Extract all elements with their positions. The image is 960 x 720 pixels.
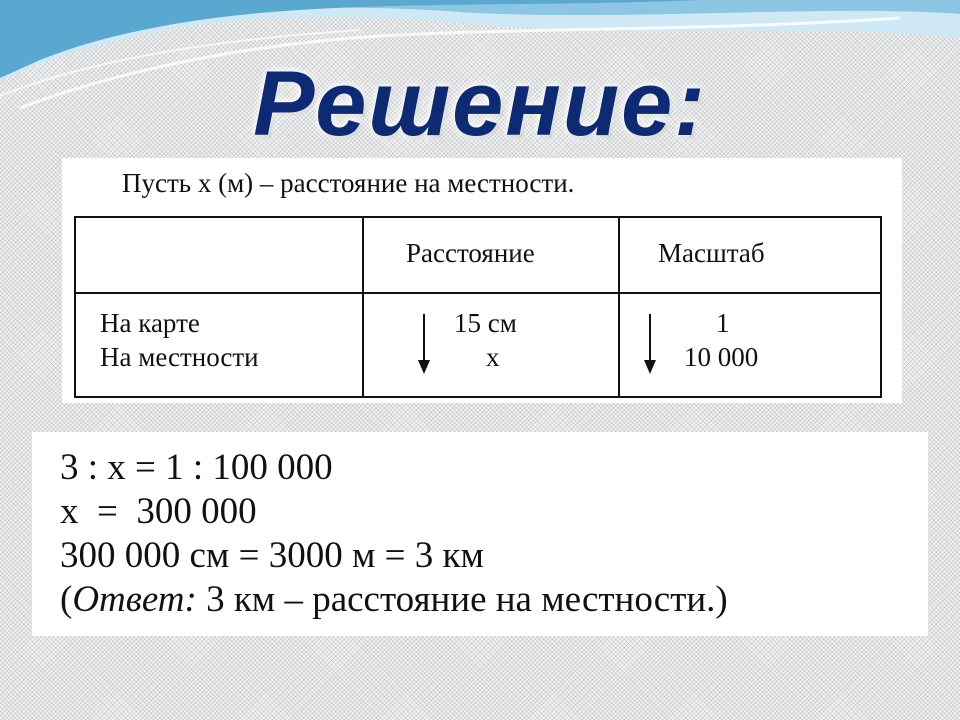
scale-terrain: 10 000 [684, 342, 759, 372]
distance-terrain: х [486, 342, 500, 372]
header-distance: Расстояние [406, 238, 535, 268]
answer-label: Ответ: [72, 579, 197, 620]
equation-line: 300 000 см = 3000 м = 3 км [60, 535, 484, 576]
table-divider [362, 218, 364, 396]
row-label-map: На карте [100, 308, 200, 338]
equation-line: х = 300 000 [60, 491, 257, 532]
table-divider [76, 292, 880, 294]
answer-open: ( [60, 579, 73, 620]
equation-line: 3 : х = 1 : 100 000 [60, 447, 333, 488]
down-arrow-icon [416, 314, 432, 376]
proportion-table [74, 216, 882, 398]
answer-line [60, 578, 728, 622]
slide-title: Решение: [253, 53, 707, 155]
solution-panel [32, 432, 928, 636]
distance-map: 15 см [454, 308, 517, 338]
intro-text: Пусть х (м) – расстояние на местности. [122, 168, 575, 198]
table-divider [618, 218, 620, 396]
answer-text: 3 км – расстояние на местности.) [196, 579, 728, 620]
row-label-terrain: На местности [100, 342, 259, 372]
down-arrow-icon [642, 314, 658, 376]
header-scale: Масштаб [658, 238, 765, 268]
problem-panel [62, 158, 902, 403]
scale-map: 1 [716, 308, 730, 338]
